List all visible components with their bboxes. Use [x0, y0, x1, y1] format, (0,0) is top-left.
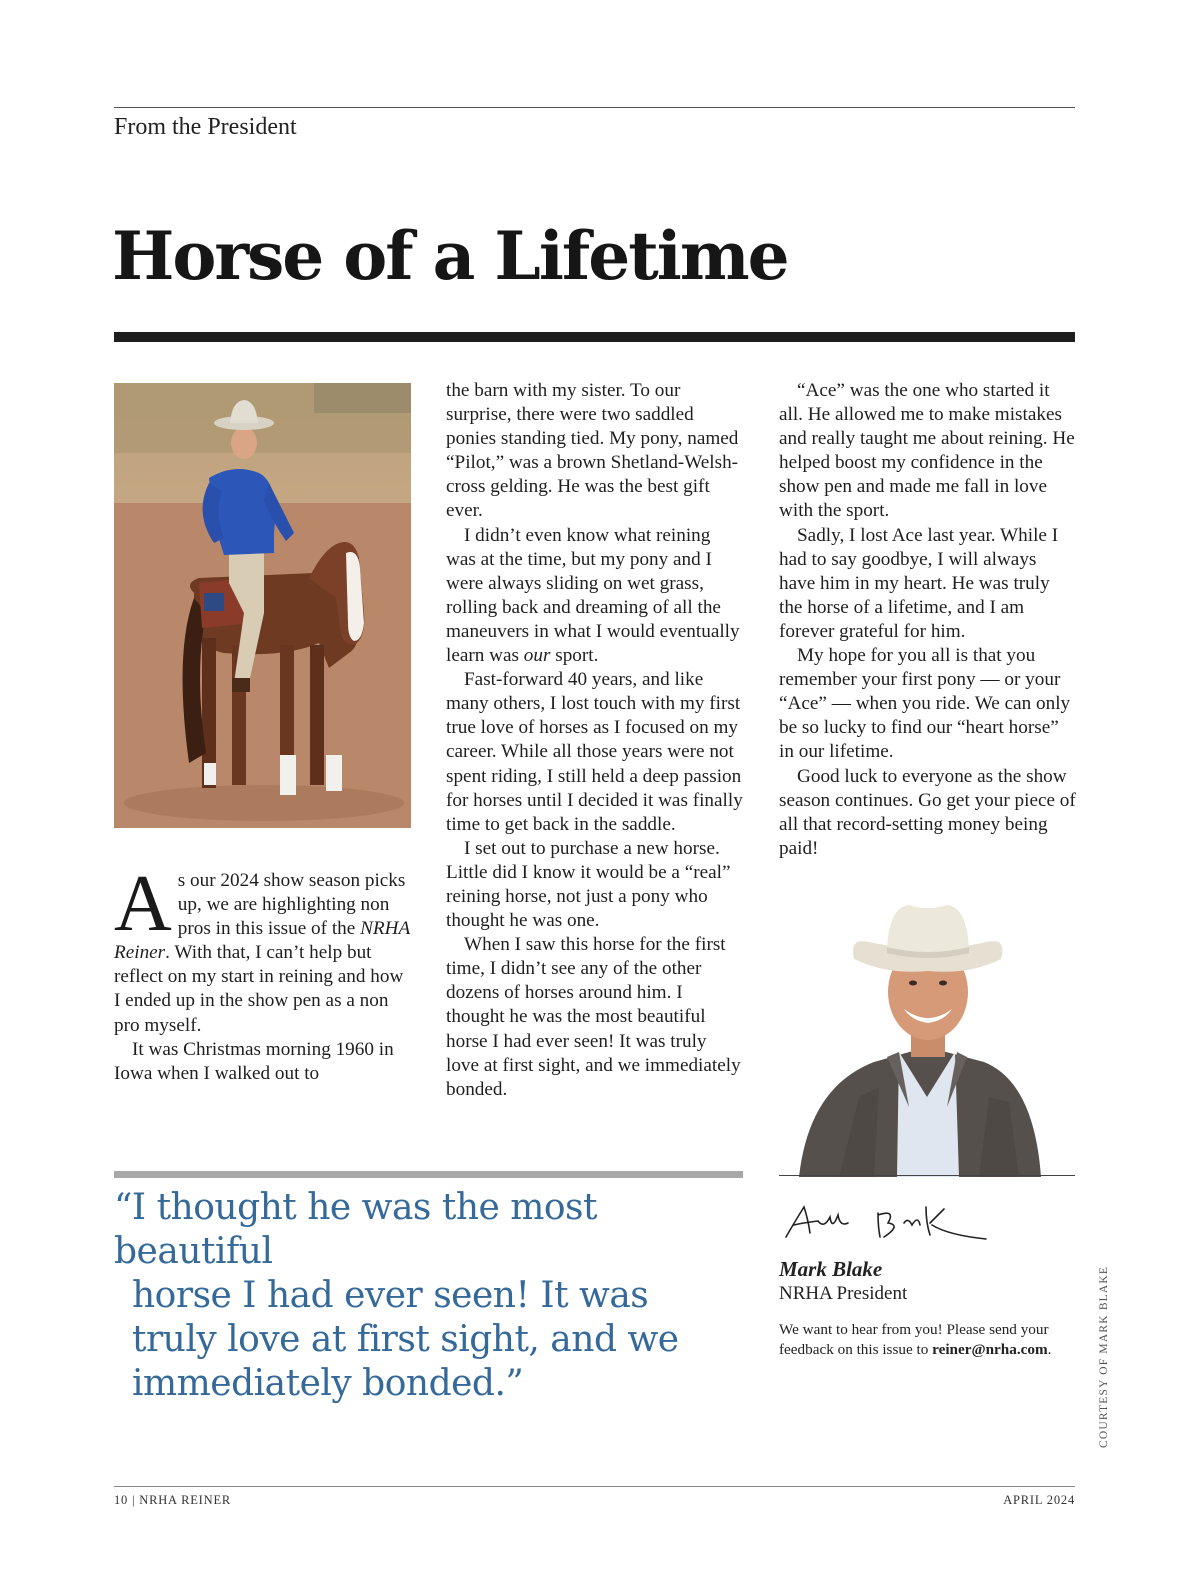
email-link[interactable]: reiner@nrha.com	[932, 1341, 1048, 1358]
footer-date: APRIL 2024	[1003, 1493, 1075, 1507]
paragraph: I didn’t even know what reining was at the time, but my pony and I were always sliding on wet grass, rolling back and dreaming of all the maneuvers in what I would eventually learn was our sport.	[446, 524, 740, 667]
section-label: From the President	[114, 114, 297, 140]
rider-on-horse-illustration	[114, 383, 411, 828]
emphasis: our	[523, 645, 551, 667]
author-role: NRHA President	[779, 1283, 908, 1304]
paragraph: My hope for you all is that you remember your first pony — or your “Ace” — when you ride. We can only be so lucky to find our “heart horse” in our lifetime.	[779, 645, 1071, 763]
article-title: Horse of a Lifetime	[112, 217, 788, 295]
author-portrait-photo	[779, 897, 1075, 1177]
paragraph: Good luck to everyone as the show season continues. Go get your piece of all that record-setting money being paid!	[779, 765, 1076, 859]
signature-rule	[779, 1175, 1075, 1176]
paragraph: Sadly, I lost Ace last year. While I had to say goodbye, I will always have him in my heart. He was truly the horse of a lifetime, and I am forever grateful for him.	[779, 524, 1059, 642]
pull-quote-bar	[114, 1171, 743, 1178]
handwritten-signature	[780, 1193, 995, 1255]
paragraph: I set out to purchase a new horse. Little did I know it would be a “real” reining horse, not just a pony who thought he was one.	[446, 837, 731, 932]
pull-quote-line: immediately bonded.”	[132, 1363, 524, 1404]
feedback-note: We want to hear from you! Please send your feedback on this issue to reiner@nrha.com.	[779, 1321, 1052, 1358]
header-rule	[114, 107, 1075, 108]
pull-quote	[114, 1186, 754, 1406]
paragraph: Fast-forward 40 years, and like many others, I lost touch with my first true love of horses as I focused on my career. While all those years were not spent riding, I still held a deep passion for horses until I decided it was finally time to get back in the saddle.	[446, 669, 743, 835]
paragraph: the barn with my sister. To our surprise, there were two saddled ponies standing tied. My pony, named “Pilot,” was a brown Shetland-Welsh-cross gelding. He was the best gift ever.	[446, 380, 739, 522]
pull-quote-line: “I thought he was the most beautiful	[114, 1187, 598, 1272]
paragraph: When I saw this horse for the first time, I didn’t see any of the other dozens of horses around him. I thought he was the most beautiful horse I had ever seen! It was truly love at first sight, and we immediately bonded.	[446, 934, 741, 1100]
paragraph: It was Christmas morning 1960 in Iowa when I walked out to	[114, 1038, 394, 1084]
pull-quote-line: horse I had ever seen! It was	[132, 1275, 649, 1316]
photo-credit: COURTESY OF MARK BLAKE	[1098, 1265, 1110, 1448]
article-column-3	[779, 379, 1077, 861]
rider-on-horse-photo	[114, 383, 411, 828]
footer-rule	[114, 1486, 1075, 1487]
opening-paragraph: As our 2024 show season picks up, we are highlighting non pros in this issue of the NRHA Reiner. With that, I can’t help but reflect on my start in reining and how I ended up in the show pen as a non pro myself.	[114, 860, 410, 1036]
paragraph: “Ace” was the one who started it all. He allowed me to make mistakes and really taught me about reining. He helped boost my confidence in the show pen and made me fall in love with the sport.	[779, 380, 1075, 522]
article-column-1	[114, 860, 412, 1086]
publication-name: NRHA Reiner	[114, 918, 410, 964]
article-column-2	[446, 379, 744, 1102]
author-portrait-illustration	[779, 897, 1075, 1177]
pull-quote-line: truly love at first sight, and we	[132, 1319, 679, 1360]
author-name: Mark Blake	[779, 1257, 883, 1281]
title-bar	[114, 332, 1075, 342]
footer-page-info: 10 | NRHA REINER	[114, 1493, 232, 1507]
drop-cap: A	[114, 860, 172, 948]
